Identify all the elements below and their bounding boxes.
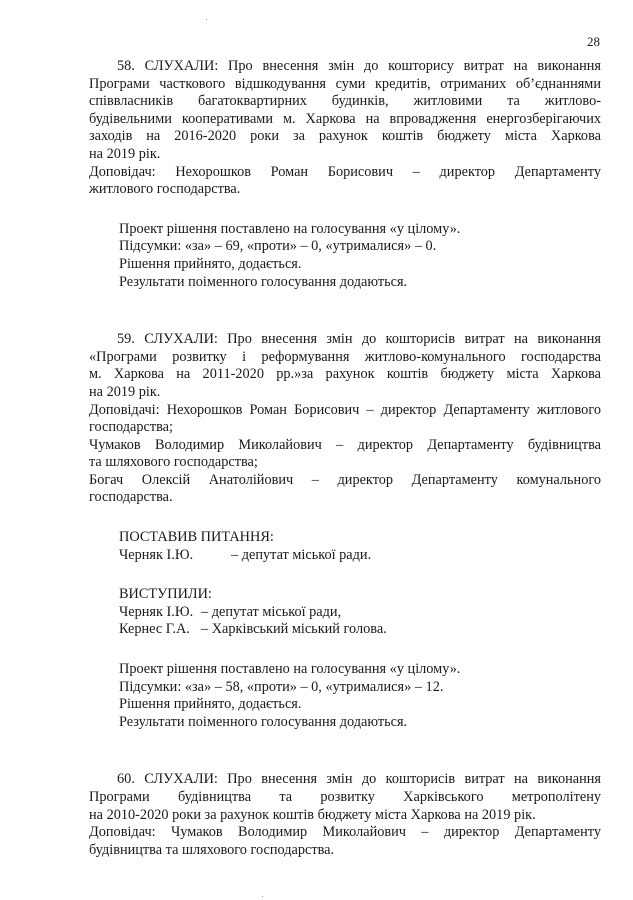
reporter-line: та шляхового господарства;: [89, 454, 258, 471]
speaker-row: [119, 621, 601, 639]
heading-line: на 2019 рік.: [89, 383, 161, 400]
speaker-name: Черняк І.Ю.: [119, 603, 194, 620]
raised-question: [119, 529, 601, 564]
raised-title: ПОСТАВИВ ПИТАННЯ:: [119, 529, 274, 546]
heading-line: Програми часткового відшкодування суми кредитів, отриманих об’єднаннями: [89, 75, 601, 92]
heading-line: будівельними кооперативами м. Харкова на впровадження енергозберігаючих: [89, 110, 601, 127]
item-reporter: [89, 164, 601, 199]
heading-line: 59. СЛУХАЛИ: Про внесення змін до кошторисів витрат на виконання: [117, 331, 601, 348]
speaker-name: Кернес Г.А.: [119, 621, 190, 638]
speakers: [119, 586, 601, 639]
agenda-item-59: [89, 331, 601, 731]
vote-result: [119, 661, 601, 731]
page-number: 28: [587, 34, 600, 49]
vote-line: Підсумки: «за» – 69, «проти» – 0, «утрималися» – 0.: [119, 238, 437, 255]
item-reporter: [89, 824, 601, 859]
spoke-title: ВИСТУПИЛИ:: [119, 586, 212, 603]
agenda-item-60: [89, 771, 601, 859]
item-heading: [89, 331, 601, 401]
vote-line: Рішення прийнято, додається.: [119, 255, 302, 272]
reporter-line: будівництва та шляхового господарства.: [89, 841, 335, 858]
item-reporters: [89, 402, 601, 508]
heading-line: м. Харкова на 2011-2020 рр.»за рахунок коштів бюджету міста Харкова: [89, 366, 601, 383]
reporter-line: Богач Олексій Анатолійович – директор Департаменту комунального: [89, 471, 601, 488]
reporter-line: господарства;: [89, 419, 173, 436]
vote-line: Підсумки: «за» – 58, «проти» – 0, «утрималися» – 12.: [119, 678, 444, 695]
scan-speck: [206, 19, 207, 20]
heading-line: 60. СЛУХАЛИ: Про внесення змін до кошторисів витрат на виконання: [117, 771, 601, 788]
vote-line: Проект рішення поставлено на голосування «у цілому».: [119, 220, 461, 237]
heading-line: на 2010-2020 роки за рахунок коштів бюджету міста Харкова на 2019 рік.: [89, 806, 536, 823]
speaker-name: Черняк І.Ю.: [119, 546, 194, 563]
vote-result: [119, 221, 601, 291]
vote-line: Результати поіменного голосування додаються.: [119, 273, 408, 290]
heading-line: Програми будівництва та розвитку Харківського метрополітену: [89, 789, 601, 805]
scan-speck: [262, 896, 263, 897]
reporter-line: Доповідачі: Нехорошков Роман Борисович – директор Департаменту житлового: [89, 401, 601, 418]
vote-line: Проект рішення поставлено на голосування «у цілому».: [119, 661, 461, 678]
heading-line: 58. СЛУХАЛИ: Про внесення змін до кошторису витрат на виконання: [117, 58, 601, 74]
heading-line: заходів на 2016-2020 роки за рахунок коштів бюджету міста Харкова: [89, 128, 601, 145]
item-heading: [89, 771, 601, 824]
reporter-line: житлового господарства.: [89, 181, 241, 198]
item-heading: [89, 58, 601, 164]
speaker-role: – депутат міської ради,: [201, 603, 342, 620]
reporter-line: Доповідач: Нехорошков Роман Борисович – директор Департаменту: [89, 163, 601, 180]
speaker-row: [119, 604, 601, 622]
reporter-line: Доповідач: Чумаков Володимир Миколайович – директор Департаменту: [89, 824, 601, 841]
heading-line: на 2019 рік.: [89, 145, 161, 162]
vote-line: Рішення прийнято, додається.: [119, 696, 302, 713]
speaker-role: – депутат міської ради.: [231, 546, 372, 563]
reporter-line: Чумаков Володимир Миколайович – директор Департаменту будівництва: [89, 436, 601, 453]
agenda-item-58: [89, 58, 601, 291]
heading-line: співвласників багатоквартирних будинків, житловими та житлово-: [89, 93, 601, 110]
speaker-role: – Харківський міський голова.: [201, 621, 387, 638]
reporter-line: господарства.: [89, 489, 173, 506]
document-body: [89, 58, 601, 859]
vote-line: Результати поіменного голосування додаються.: [119, 713, 408, 730]
speaker-row: [119, 547, 601, 565]
heading-line: «Програми розвитку і реформування житлово-комунального господарства: [89, 348, 601, 365]
